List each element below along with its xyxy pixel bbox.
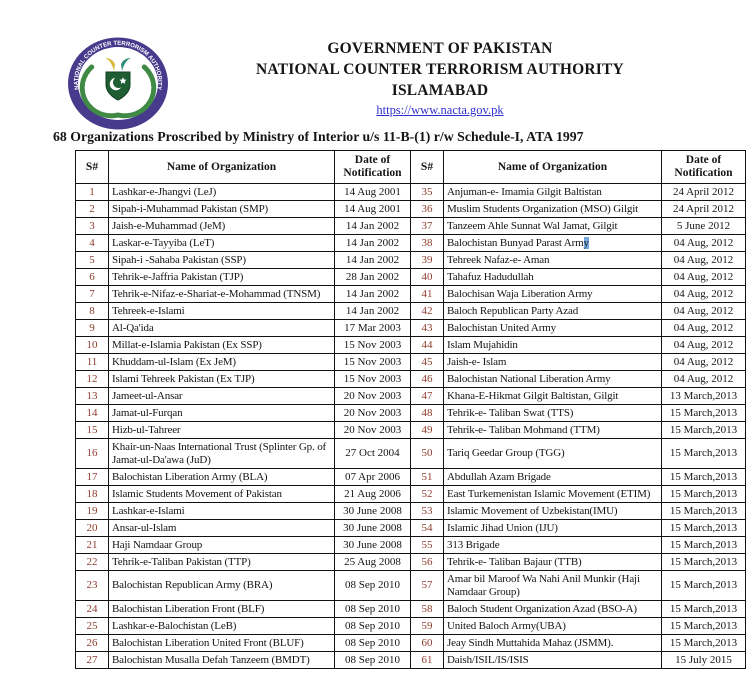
date-cell-left: 08 Sep 2010 xyxy=(335,635,411,652)
name-cell-left: Balochistan Liberation Army (BLA) xyxy=(109,469,335,486)
date-cell-right: 15 March,2013 xyxy=(662,520,746,537)
name-cell-right: Tahafuz Hadudullah xyxy=(444,269,662,286)
name-cell-right: Muslim Students Organization (MSO) Gilgit xyxy=(444,201,662,218)
name-cell-right: Balochistan United Army xyxy=(444,320,662,337)
date-cell-right: 04 Aug, 2012 xyxy=(662,337,746,354)
table-row xyxy=(76,422,746,439)
serial-cell-right: 37 xyxy=(411,218,444,235)
date-cell-left: 30 June 2008 xyxy=(335,503,411,520)
table-row xyxy=(76,503,746,520)
name-cell-right: Balochisan Waja Liberation Army xyxy=(444,286,662,303)
name-cell-left: Balochistan Liberation Front (BLF) xyxy=(109,601,335,618)
table-row xyxy=(76,520,746,537)
col-header-name-right: Name of Organization xyxy=(444,151,662,184)
name-cell-left: Laskar-e-Tayyiba (LeT) xyxy=(109,235,335,252)
serial-cell-left: 7 xyxy=(76,286,109,303)
name-cell-right: Tehrik-e- Taliban Swat (TTS) xyxy=(444,405,662,422)
date-cell-right: 15 March,2013 xyxy=(662,635,746,652)
table-row xyxy=(76,269,746,286)
serial-cell-left: 26 xyxy=(76,635,109,652)
table-row xyxy=(76,469,746,486)
date-cell-left: 28 Jan 2002 xyxy=(335,269,411,286)
serial-cell-left: 25 xyxy=(76,618,109,635)
selection-highlight: y xyxy=(583,236,589,249)
date-cell-left: 08 Sep 2010 xyxy=(335,601,411,618)
date-cell-left: 17 Mar 2003 xyxy=(335,320,411,337)
date-cell-left: 14 Jan 2002 xyxy=(335,303,411,320)
table-row xyxy=(76,337,746,354)
serial-cell-right: 54 xyxy=(411,520,444,537)
name-cell-left: Tehrik-e-Nifaz-e-Shariat-e-Mohammad (TNSM) xyxy=(109,286,335,303)
serial-cell-right: 47 xyxy=(411,388,444,405)
serial-cell-right: 61 xyxy=(411,652,444,669)
page-title: 68 Organizations Proscribed by Ministry of Interior u/s 11-B-(1) r/w Schedule-I, ATA 1997 xyxy=(53,129,584,144)
serial-cell-right: 41 xyxy=(411,286,444,303)
serial-cell-left: 19 xyxy=(76,503,109,520)
name-cell-left: Haji Namdaar Group xyxy=(109,537,335,554)
svg-text:NATIONAL COUNTER TERRORISM AUT: NATIONAL COUNTER TERRORISM AUTHORITY xyxy=(73,40,163,91)
header-row xyxy=(76,151,746,184)
date-cell-right: 04 Aug, 2012 xyxy=(662,371,746,388)
date-cell-left: 20 Nov 2003 xyxy=(335,405,411,422)
name-cell-right: United Baloch Army(UBA) xyxy=(444,618,662,635)
date-cell-right: 04 Aug, 2012 xyxy=(662,235,746,252)
table-body xyxy=(76,184,746,669)
serial-cell-left: 24 xyxy=(76,601,109,618)
serial-cell-right: 40 xyxy=(411,269,444,286)
table-row xyxy=(76,320,746,337)
name-cell-right: Islamic Movement of Uzbekistan(IMU) xyxy=(444,503,662,520)
date-cell-left: 08 Sep 2010 xyxy=(335,652,411,669)
name-cell-left: Sipah-i-Muhammad Pakistan (SMP) xyxy=(109,201,335,218)
date-cell-right: 15 March,2013 xyxy=(662,554,746,571)
name-cell-left: Ansar-ul-Islam xyxy=(109,520,335,537)
serial-cell-left: 12 xyxy=(76,371,109,388)
date-cell-right: 04 Aug, 2012 xyxy=(662,286,746,303)
name-cell-right: Balochistan National Liberation Army xyxy=(444,371,662,388)
date-cell-right: 15 March,2013 xyxy=(662,571,746,601)
proscribed-organizations-table xyxy=(75,150,746,669)
serial-cell-right: 46 xyxy=(411,371,444,388)
name-cell-left: Balochistan Liberation United Front (BLUF) xyxy=(109,635,335,652)
serial-cell-right: 55 xyxy=(411,537,444,554)
date-cell-right: 24 April 2012 xyxy=(662,184,746,201)
name-cell-right: Islam Mujahidin xyxy=(444,337,662,354)
serial-cell-left: 1 xyxy=(76,184,109,201)
serial-cell-right: 52 xyxy=(411,486,444,503)
name-cell-right: Tehrik-e- Taliban Bajaur (TTB) xyxy=(444,554,662,571)
date-cell-right: 24 April 2012 xyxy=(662,201,746,218)
serial-cell-left: 11 xyxy=(76,354,109,371)
name-cell-left: Islami Tehreek Pakistan (Ex TJP) xyxy=(109,371,335,388)
serial-cell-left: 9 xyxy=(76,320,109,337)
table-row xyxy=(76,286,746,303)
serial-cell-right: 36 xyxy=(411,201,444,218)
table-row xyxy=(76,439,746,469)
serial-cell-left: 27 xyxy=(76,652,109,669)
name-cell-right: Tariq Geedar Group (TGG) xyxy=(444,439,662,469)
name-cell-left: Millat-e-Islamia Pakistan (Ex SSP) xyxy=(109,337,335,354)
date-cell-right: 13 March,2013 xyxy=(662,388,746,405)
table-row xyxy=(76,235,746,252)
date-cell-right: 5 June 2012 xyxy=(662,218,746,235)
date-cell-right: 04 Aug, 2012 xyxy=(662,269,746,286)
name-cell-left: Khair-un-Naas International Trust (Splinter Gp. of Jamat-ul-Da'awa (JuD) xyxy=(109,439,335,469)
name-cell-left: Khuddam-ul-Islam (Ex JeM) xyxy=(109,354,335,371)
date-cell-right: 15 March,2013 xyxy=(662,469,746,486)
date-cell-left: 30 June 2008 xyxy=(335,537,411,554)
header-city-line: ISLAMABAD xyxy=(391,82,489,99)
date-cell-right: 15 March,2013 xyxy=(662,618,746,635)
date-cell-right: 15 March,2013 xyxy=(662,405,746,422)
svg-text:• PAKISTAN •: • PAKISTAN • xyxy=(90,101,146,119)
name-cell-left: Hizb-ul-Tahreer xyxy=(109,422,335,439)
date-cell-left: 25 Aug 2008 xyxy=(335,554,411,571)
serial-cell-right: 59 xyxy=(411,618,444,635)
date-cell-left: 15 Nov 2003 xyxy=(335,337,411,354)
name-cell-right: Khana-E-Hikmat Gilgit Baltistan, Gilgit xyxy=(444,388,662,405)
table-row xyxy=(76,601,746,618)
serial-cell-right: 38 xyxy=(411,235,444,252)
name-cell-right: Amar bil Maroof Wa Nahi Anil Munkir (Haji Namdaar Group) xyxy=(444,571,662,601)
date-cell-right: 15 March,2013 xyxy=(662,537,746,554)
table-row xyxy=(76,618,746,635)
name-cell-left: Islamic Students Movement of Pakistan xyxy=(109,486,335,503)
name-cell-left: Tehreek-e-Islami xyxy=(109,303,335,320)
serial-cell-right: 60 xyxy=(411,635,444,652)
name-cell-right: Tehrik-e- Taliban Mohmand (TTM) xyxy=(444,422,662,439)
name-cell-left: Lashkar-e-Islami xyxy=(109,503,335,520)
header-government-line: GOVERNMENT OF PAKISTAN xyxy=(327,40,553,57)
date-cell-left: 14 Jan 2002 xyxy=(335,235,411,252)
name-cell-right: Islamic Jihad Union (IJU) xyxy=(444,520,662,537)
date-cell-left: 14 Jan 2002 xyxy=(335,252,411,269)
serial-cell-right: 57 xyxy=(411,571,444,601)
date-cell-left: 14 Jan 2002 xyxy=(335,286,411,303)
table-row xyxy=(76,184,746,201)
date-cell-left: 14 Aug 2001 xyxy=(335,184,411,201)
table-row xyxy=(76,537,746,554)
table-row xyxy=(76,388,746,405)
date-cell-right: 04 Aug, 2012 xyxy=(662,303,746,320)
serial-cell-right: 43 xyxy=(411,320,444,337)
date-cell-right: 15 March,2013 xyxy=(662,486,746,503)
date-cell-left: 20 Nov 2003 xyxy=(335,422,411,439)
serial-cell-left: 15 xyxy=(76,422,109,439)
date-cell-left: 14 Aug 2001 xyxy=(335,201,411,218)
name-cell-right: Baloch Student Organization Azad (BSO-A) xyxy=(444,601,662,618)
serial-cell-left: 18 xyxy=(76,486,109,503)
name-cell-right: East Turkemenistan Islamic Movement (ETIM) xyxy=(444,486,662,503)
serial-cell-right: 45 xyxy=(411,354,444,371)
name-cell-left: Lashkar-e-Balochistan (LeB) xyxy=(109,618,335,635)
table-row xyxy=(76,371,746,388)
date-cell-left: 15 Nov 2003 xyxy=(335,371,411,388)
name-cell-left: Jamat-ul-Furqan xyxy=(109,405,335,422)
table-row xyxy=(76,652,746,669)
serial-cell-left: 17 xyxy=(76,469,109,486)
name-cell-right: Tehreek Nafaz-e- Aman xyxy=(444,252,662,269)
col-header-serial-right: S# xyxy=(411,151,444,184)
table-row xyxy=(76,405,746,422)
serial-cell-left: 13 xyxy=(76,388,109,405)
date-cell-left: 08 Sep 2010 xyxy=(335,571,411,601)
serial-cell-right: 42 xyxy=(411,303,444,320)
name-cell-left: Sipah-i -Sahaba Pakistan (SSP) xyxy=(109,252,335,269)
document-header xyxy=(130,38,750,119)
date-cell-right: 15 March,2013 xyxy=(662,503,746,520)
name-cell-right: Abdullah Azam Brigade xyxy=(444,469,662,486)
date-cell-left: 14 Jan 2002 xyxy=(335,218,411,235)
table-header xyxy=(76,151,746,184)
serial-cell-right: 39 xyxy=(411,252,444,269)
col-header-date-right: Date of Notification xyxy=(662,151,746,184)
name-cell-right: Baloch Republican Party Azad xyxy=(444,303,662,320)
name-cell-right: Tanzeem Ahle Sunnat Wal Jamat, Gilgit xyxy=(444,218,662,235)
serial-cell-left: 21 xyxy=(76,537,109,554)
date-cell-right: 15 July 2015 xyxy=(662,652,746,669)
date-cell-left: 07 Apr 2006 xyxy=(335,469,411,486)
table-row xyxy=(76,635,746,652)
name-cell-right: 313 Brigade xyxy=(444,537,662,554)
name-cell-left: Tehrik-e-Jaffria Pakistan (TJP) xyxy=(109,269,335,286)
name-cell-left: Al-Qa'ida xyxy=(109,320,335,337)
col-header-name-left: Name of Organization xyxy=(109,151,335,184)
table-row xyxy=(76,252,746,269)
nacta-website-link[interactable]: https://www.nacta.gov.pk xyxy=(376,103,504,117)
serial-cell-left: 14 xyxy=(76,405,109,422)
name-cell-right: Anjuman-e- Imamia Gilgit Baltistan xyxy=(444,184,662,201)
col-header-serial-left: S# xyxy=(76,151,109,184)
date-cell-left: 27 Oct 2004 xyxy=(335,439,411,469)
serial-cell-right: 48 xyxy=(411,405,444,422)
col-header-date-left: Date of Notification xyxy=(335,151,411,184)
serial-cell-right: 49 xyxy=(411,422,444,439)
table-row xyxy=(76,571,746,601)
name-cell-left: Jameet-ul-Ansar xyxy=(109,388,335,405)
date-cell-left: 15 Nov 2003 xyxy=(335,354,411,371)
date-cell-right: 04 Aug, 2012 xyxy=(662,354,746,371)
name-cell-left: Tehrik-e-Taliban Pakistan (TTP) xyxy=(109,554,335,571)
name-cell-right: Daish/ISIL/IS/ISIS xyxy=(444,652,662,669)
table-row xyxy=(76,486,746,503)
table-row xyxy=(76,554,746,571)
serial-cell-left: 20 xyxy=(76,520,109,537)
serial-cell-left: 23 xyxy=(76,571,109,601)
table-row xyxy=(76,354,746,371)
serial-cell-right: 44 xyxy=(411,337,444,354)
serial-cell-left: 6 xyxy=(76,269,109,286)
header-authority-line: NATIONAL COUNTER TERRORISM AUTHORITY xyxy=(256,61,624,78)
date-cell-left: 21 Aug 2006 xyxy=(335,486,411,503)
serial-cell-left: 8 xyxy=(76,303,109,320)
date-cell-right: 15 March,2013 xyxy=(662,601,746,618)
name-cell-left: Jaish-e-Muhammad (JeM) xyxy=(109,218,335,235)
serial-cell-right: 56 xyxy=(411,554,444,571)
name-cell-left: Balochistan Musalla Defah Tanzeem (BMDT) xyxy=(109,652,335,669)
serial-cell-right: 58 xyxy=(411,601,444,618)
serial-cell-left: 2 xyxy=(76,201,109,218)
name-cell-left: Lashkar-e-Jhangvi (LeJ) xyxy=(109,184,335,201)
serial-cell-right: 50 xyxy=(411,439,444,469)
table-row xyxy=(76,303,746,320)
name-cell-right: Jaish-e- Islam xyxy=(444,354,662,371)
serial-cell-right: 35 xyxy=(411,184,444,201)
table-row xyxy=(76,218,746,235)
serial-cell-left: 22 xyxy=(76,554,109,571)
date-cell-right: 15 March,2013 xyxy=(662,422,746,439)
date-cell-left: 08 Sep 2010 xyxy=(335,618,411,635)
date-cell-right: 15 March,2013 xyxy=(662,439,746,469)
name-cell-left: Balochistan Republican Army (BRA) xyxy=(109,571,335,601)
date-cell-left: 20 Nov 2003 xyxy=(335,388,411,405)
serial-cell-left: 10 xyxy=(76,337,109,354)
date-cell-right: 04 Aug, 2012 xyxy=(662,320,746,337)
serial-cell-right: 53 xyxy=(411,503,444,520)
serial-cell-left: 4 xyxy=(76,235,109,252)
serial-cell-left: 5 xyxy=(76,252,109,269)
serial-cell-left: 3 xyxy=(76,218,109,235)
name-cell-right: Jeay Sindh Muttahida Mahaz (JSMM). xyxy=(444,635,662,652)
name-cell-right: Balochistan Bunyad Parast Army xyxy=(444,235,662,252)
date-cell-left: 30 June 2008 xyxy=(335,520,411,537)
table-row xyxy=(76,201,746,218)
date-cell-right: 04 Aug, 2012 xyxy=(662,252,746,269)
serial-cell-right: 51 xyxy=(411,469,444,486)
serial-cell-left: 16 xyxy=(76,439,109,469)
